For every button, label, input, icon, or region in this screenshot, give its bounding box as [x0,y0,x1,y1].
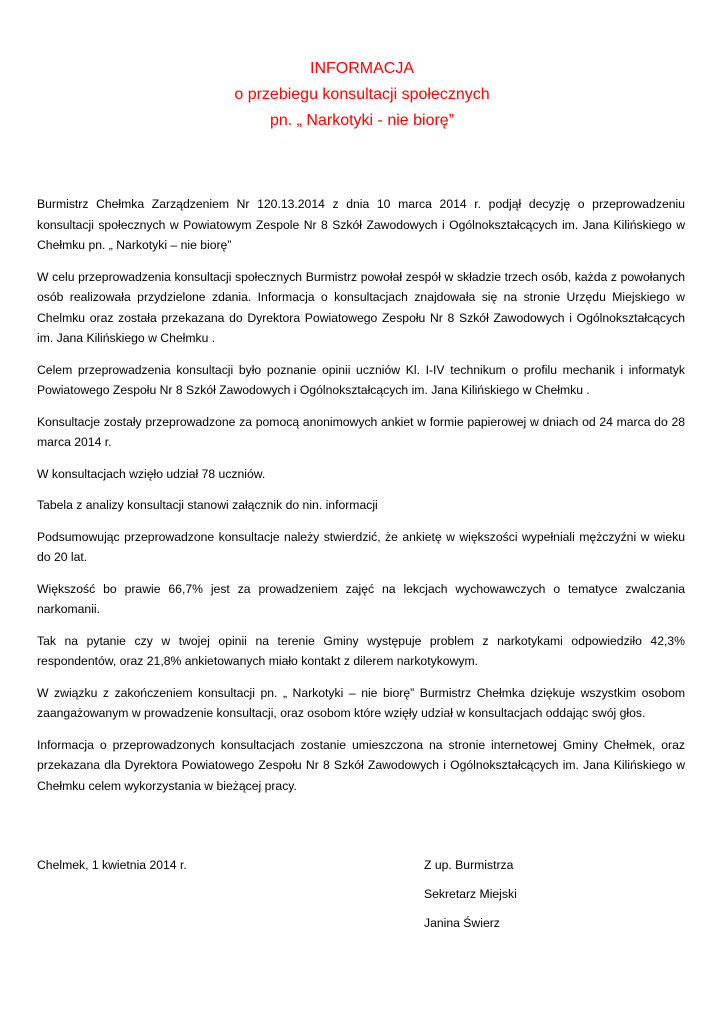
paragraph-majority: Większość bo prawie 66,7% jest za prowadzeniem zajęć na lekcjach wychowawczych o tematyce zwalczania narkomanii. [37,581,685,616]
paragraph-attachment: Tabela z analizy konsultacji stanowi załącznik do nin. informacji [37,498,378,512]
paragraph-method: Konsultacje zostały przeprowadzone za pomocą anonimowych ankiet w formie papierowej w dniach od 24 marca do 28 marca 2014 r. [37,414,685,449]
paragraph-summary: Podsumowując przeprowadzone konsultacje należy stwierdzić, że ankietę w większości wypełniali mężczyźni w wieku do 20 lat. [37,529,685,564]
paragraph-problem: Tak na pytanie czy w twojej opinii na terenie Gminy występuje problem z narkotykami odpowiedziło 42,3% respondentów, oraz 21,8% ankietowanych miało kontakt z dilerem narkotykowym. [37,633,685,668]
signature-authority: Z up. Burmistrza [424,858,514,872]
signature-name: Janina Świerz [424,916,500,930]
paragraph-publication: Informacja o przeprowadzonych konsultacjach zostanie umieszczona na stronie internetowej Gminy Chełmek, oraz przekazana dla Dyrektora Powiatowego Zespołu Nr 8 Szkół Zawodowych i Ogólnokształcących im. Jana Kilińskiego w Chełmku celem wykorzystania w bieżącej pracy. [37,737,685,793]
title-heading: INFORMACJA [310,60,414,77]
title-subject: o przebiegu konsultacji społecznych [234,86,490,103]
paragraph-team: W celu przeprowadzenia konsultacji społecznych Burmistrz powołał zespół w składzie trzech osób, każda z powołanych osób realizowała przydzielone zdania. Informacja o konsultacjach znajdowała się na stronie Urzędu Miejskiego w Chelmku oraz została przekazana do Dyrektora Powiatowego Zespołu Nr 8 Szkół Zawodowych i Ogólnokształcących im. Jana Kilińskiego w Chełmku . [37,269,685,345]
title-name: pn. „ Narkotyki - nie biorę” [269,112,455,129]
paragraph-thanks: W związku z zakończeniem konsultacji pn. „ Narkotyki – nie biorę” Burmistrz Chełmka dziękuje wszystkim osobom zaangażowanym w prowadzenie konsultacji, oraz osobom które wzięły udział w konsultacjach oddając swój głos. [37,685,685,720]
signature-block [424,855,517,942]
paragraph-purpose: Celem przeprowadzenia konsultacji było poznanie opinii uczniów Kl. I-IV technikum o profilu mechanik i informatyk Powiatowego Zespołu Nr 8 Szkół Zawodowych i Ogólnokształcących im. Jana Kilińskiego w Chełmku . [37,362,685,397]
document-body [37,194,685,807]
place-date: Chelmek, 1 kwietnia 2014 r. [37,858,187,872]
signature-position: Sekretarz Miejski [424,887,517,901]
paragraph-participants: W konsultacjach wzięło udział 78 uczniów. [37,466,266,481]
document-title [0,56,724,134]
paragraph-decision: Burmistrz Chełmka Zarządzeniem Nr 120.13.2014 z dnia 10 marca 2014 r. podjął decyzję o przeprowadzeniu konsultacji społecznych w Powiatowym Zespole Nr 8 Szkół Zawodowych i Ogólnokształcących im. Jana Kilińskiego w Chełmku pn. „ Narkotyki – nie biorę” [37,197,685,252]
